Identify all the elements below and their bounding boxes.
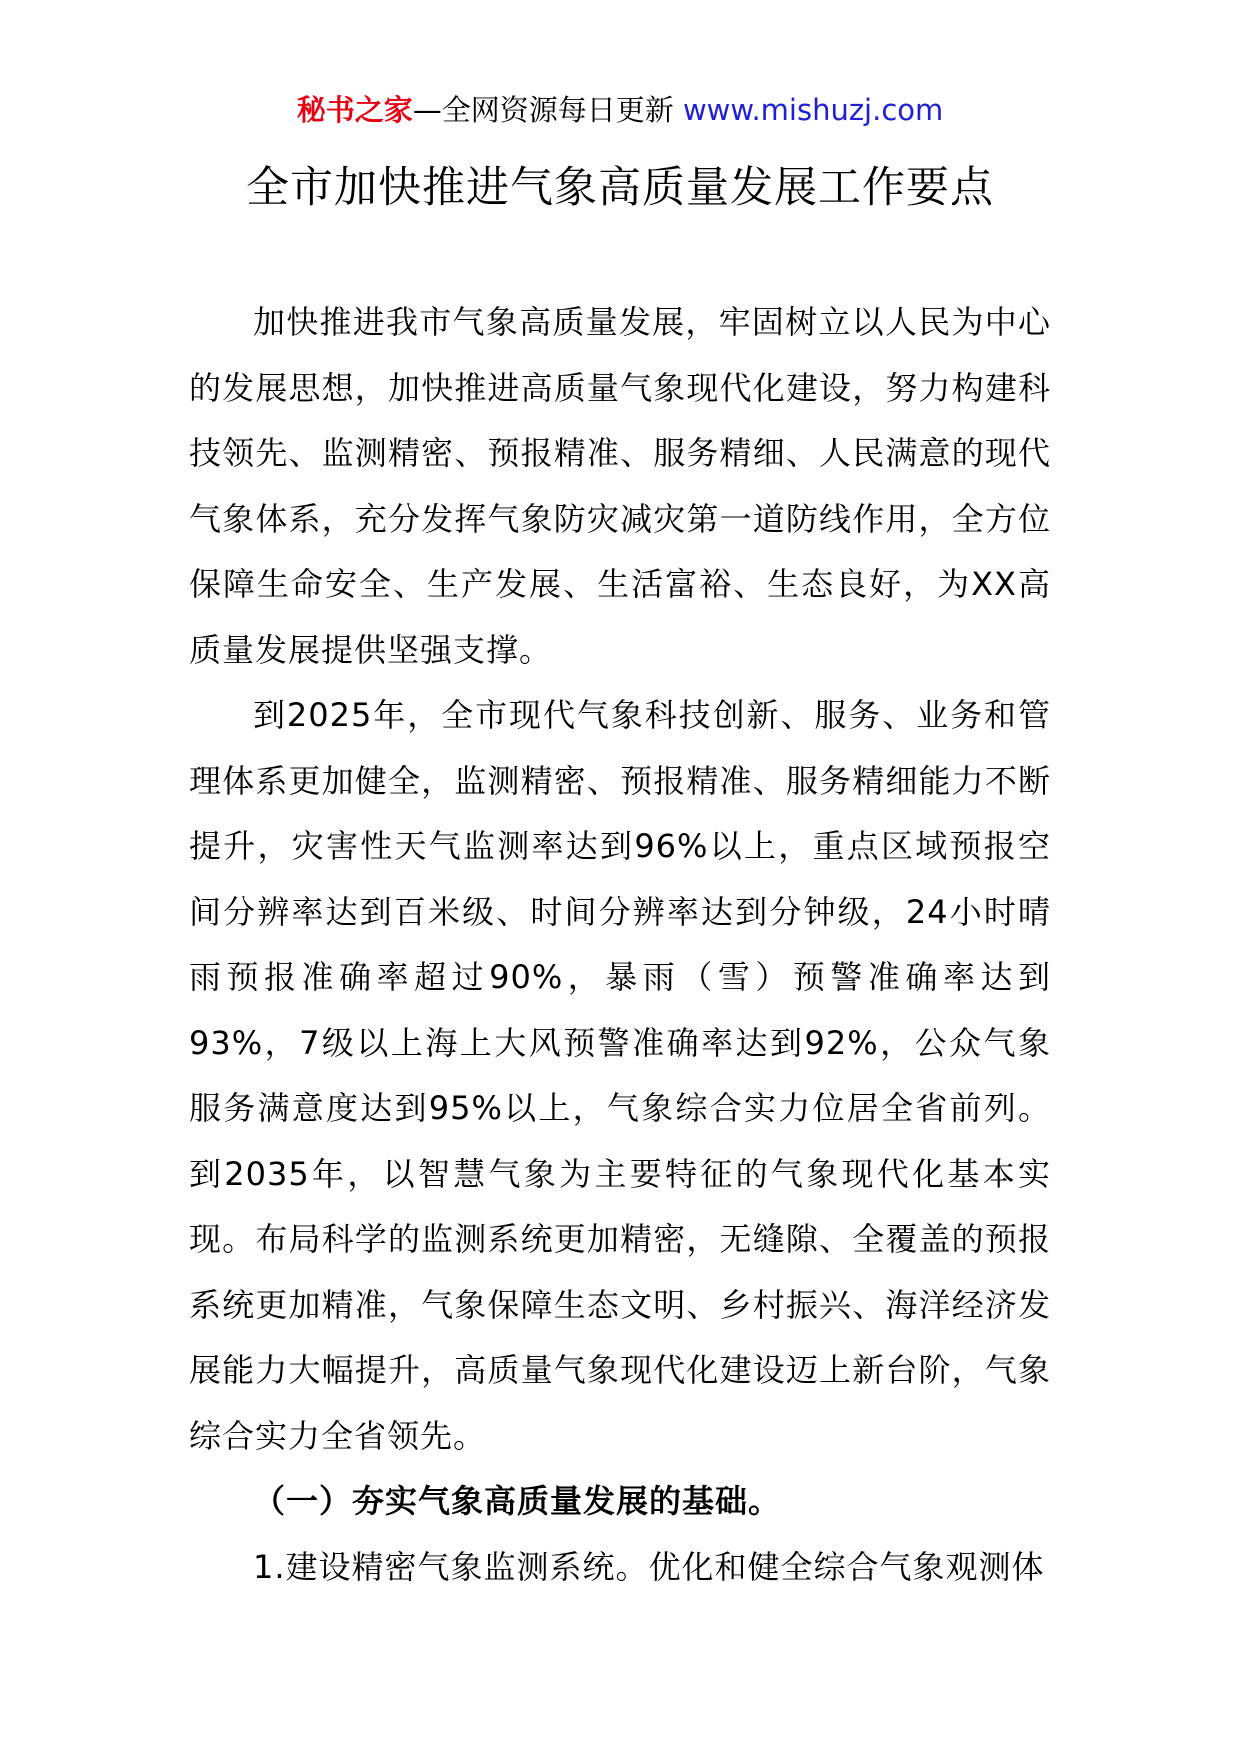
site-header [0, 90, 1240, 130]
document-title: 全市加快推进气象高质量发展工作要点 [246, 163, 994, 213]
item-1: 1.建设精密气象监测系统。优化和健全综合气象观测体 [253, 1547, 1045, 1586]
document-body [189, 290, 1051, 1600]
paragraph-intro: 加快推进我市气象高质量发展，牢固树立以人民为中心的发展思想，加快推进高质量气象现代化建设，努力构建科技领先、监测精密、预报精准、服务精细、人民满意的现代气象体系，充分发挥气象防灾减灾第一道防线作用，全方位保障生命安全、生产发展、生活富裕、生态良好，为XX高质量发展提供坚强支撑。 [189, 303, 1051, 669]
site-url-link[interactable]: www.mishuzj.com [682, 93, 944, 127]
section-heading-1: （一）夯实气象高质量发展的基础。 [253, 1482, 782, 1520]
site-slogan: —全网资源每日更新 [412, 93, 683, 127]
paragraph-goals: 到2025年，全市现代气象科技创新、服务、业务和管理体系更加健全，监测精密、预报精准、服务精细能力不断提升，灾害性天气监测率达到96%以上，重点区域预报空间分辨率达到百米级、时间分辨率达到分钟级，24小时晴雨预报准确率超过90%，暴雨（雪）预警准确率达到93%，7级以上海上大风预警准确率达到92%，公众气象服务满意度达到95%以上，气象综合实力位居全省前列。到2035年，以智慧气象为主要特征的气象现代化基本实现。布局科学的监测系统更加精密，无缝隙、全覆盖的预报系统更加精准，气象保障生态文明、乡村振兴、海洋经济发展能力大幅提升，高质量气象现代化建设迈上新台阶，气象综合实力全省领先。 [189, 696, 1051, 1455]
site-name: 秘书之家 [296, 93, 413, 127]
